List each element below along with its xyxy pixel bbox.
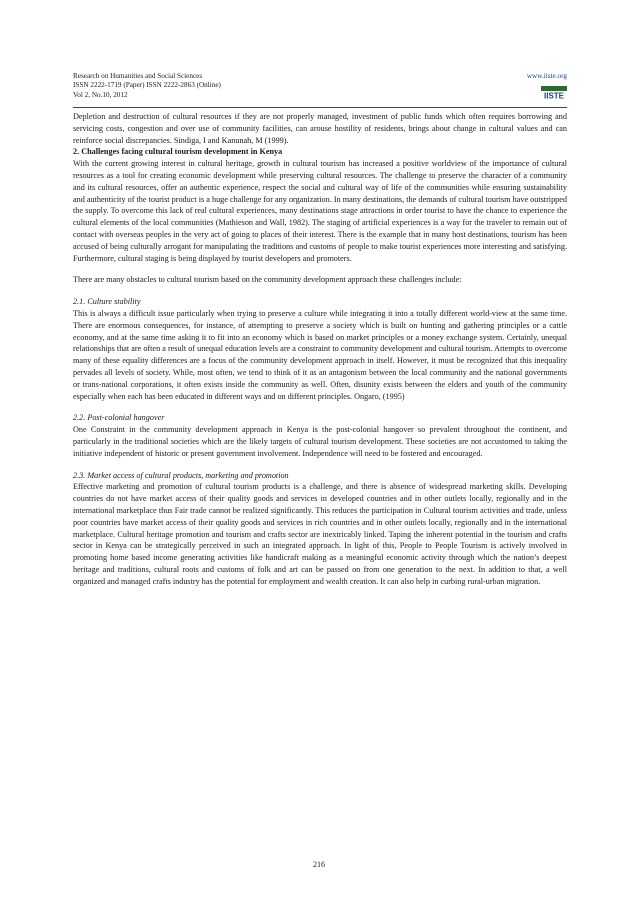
journal-url-link[interactable]: www.iiste.org	[526, 72, 567, 80]
section-2-heading: 2. Challenges facing cultural tourism development in Kenya	[73, 147, 283, 157]
section-2-2-paragraph: One Constraint in the community development approach in Kenya is the post-colonial hangover so prevalent throughout the continent, and particularly in the traditional societies which are the likely targets of cultural tourism development. These societies are not accustomed to taking the initiative independent of historic or present government involvement. Independence will need to be fostered and encouraged.	[73, 425, 567, 458]
section-2-1-paragraph: This is always a difficult issue particularly when trying to preserve a culture while integrating it into a totally different world-view at the same time. There are enormous consequences, for instance, of attempting to preserve a society which is built on hunting and gathering principles or a cattle economy, and at the same time asking it to fit into an economy which is based on market principles or a money exchange system. Certainly, unequal relationships that are often a result of unequal education levels are a constraint to community development and cultural tourism. Attempts to overcome many of these equality differences are a focus of the community development approach in itself. However, it must be recognized that this inequality pervades all levels of society. While, most often, we tend to think of it as an antagonism between the local community and the national governments or trans-national corporations, it often exists inside the community as well. Often, disunity exists between the elders and youth of the community especially when each has been educated in different ways and on different principles. Ongaro, (1995)	[73, 308, 567, 401]
section-2-3-paragraph: Effective marketing and promotion of cultural tourism products is a challenge, and there is absence of widespread marketing skills. Developing countries do not have market access of their quality goods and services in developed countries and in other outlets locally, regionally and in the international marketplace thus Fair trade cannot be realized significantly. This reduces the participation in Cultural tourism activities and trade, unless poor countries have market access of their quality goods and services in rich countries and in other outlets locally, regionally and in the international marketplace. Cultural heritage promotion and tourism and crafts sector are inextricably linked. Taping the inherent potential in the tourism and crafts sector in Kenya can be strategically perceived in such an integrated approach. In light of this, People to People Tourism is actively involved in promoting home based income generating activities like handicraft making as a meaningful economic activity through which the nation’s deepest heritage and traditions, cultural roots and customs of folk and art can be passed on from one generation to the next. In addition to that, a well organized and managed crafts industry has the potential for employment and wealth creation. It can also help in curbing rural-urban migration.	[73, 482, 567, 586]
journal-name: Research on Humanities and Social Sciences	[73, 72, 203, 80]
svg-text:IISTE: IISTE	[543, 91, 565, 100]
header-divider	[73, 107, 567, 108]
section-2-3-heading: 2.3. Market access of cultural products, marketing and promotion	[73, 470, 289, 480]
section-2-2-heading: 2.2. Post-colonial hangover	[73, 413, 165, 423]
section-2-paragraph: With the current growing interest in cultural heritage, growth in cultural tourism has increased a positive worldview of the importance of cultural resources as a tool for creating economic development while preserving cultural resources. The challenge to preserve the character of a community and its cultural resources, offer an authentic experience, respect the social and cultural way of life of the communities while ensuring sustainability and authenticity of the tourist product is a huge challenge for any organization. In many destinations, the demands of cultural tourism have outstripped the supply. To overcome this lack of real cultural experiences, many destinations stage attractions in order tourist to have the chance to experience the cultural elements of the local communities (Mathieson and Wall, 1982). The staging of artificial experiences is a way for the traveler to remain out of contact with overseas peoples in the very act of going to places of their interest. There is the example that in many host destinations, tourism has been accused of being culturally arrogant for manipulating the traditions and customs of people to make tourist experiences more interesting and satisfying. Furthermore, cultural staging is being displayed by tourist developers and promoters.	[73, 159, 567, 263]
iiste-logo	[541, 86, 567, 100]
intro-paragraph: Depletion and destruction of cultural resources if they are not properly managed, investment of public funds which often requires borrowing and servicing costs, congestion and over use of community facilities, can arouse hostility of residents, brings about change in cultural values and can reinforce social discrepancies. Sindiga, I and Kanunah, M (1999).	[73, 112, 567, 145]
page-number: 216	[313, 860, 325, 869]
section-2-1-heading: 2.1. Culture stability	[73, 297, 141, 307]
article-body	[73, 111, 567, 587]
issn-line: ISSN 2222-1719 (Paper) ISSN 2222-2863 (Online)	[73, 81, 221, 90]
obstacles-paragraph: There are many obstacles to cultural tourism based on the community development approach these challenges include:	[73, 275, 462, 285]
page-header	[73, 72, 567, 100]
volume-line: Vol 2, No.10, 2012	[73, 90, 128, 99]
